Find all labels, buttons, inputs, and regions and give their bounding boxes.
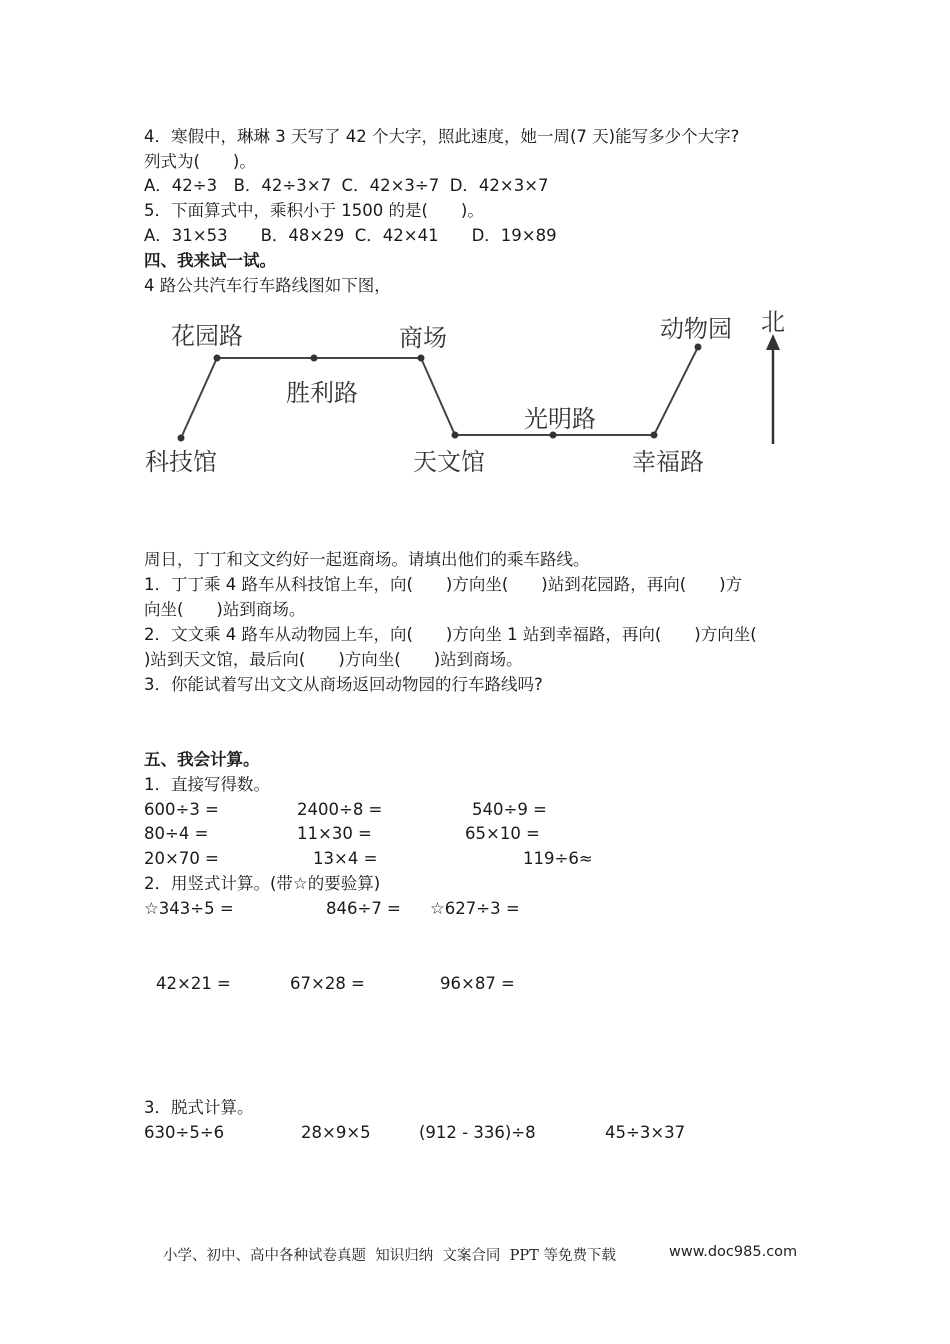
north-label: 北 — [761, 308, 785, 336]
direct-calc-item: 540÷9 = — [472, 800, 547, 819]
vertical-calc-item: ☆627÷3 = — [430, 899, 520, 918]
vertical-calc-item: 42×21 = — [156, 974, 231, 993]
direct-calc-item: 119÷6≈ — [523, 849, 593, 868]
direct-calc-title: 1．直接写得数。 — [144, 775, 270, 794]
stop-label-guangming: 光明路 — [524, 405, 596, 433]
footer-text: 小学、初中、高中各种试卷真题 知识归纳 文案合同 PPT 等免费下载 — [163, 1248, 616, 1264]
direct-calc-item: 80÷4 = — [144, 824, 209, 843]
section4-q2-line2: )站到天文馆，最后向( )方向坐( )站到商场。 — [144, 650, 523, 669]
direct-calc-item: 2400÷8 = — [297, 800, 383, 819]
q4-text-line1: 4．寒假中，琳琳 3 天写了 42 个大字，照此速度，她一周(7 天)能写多少个大字? — [144, 127, 740, 146]
stepwise-calc-item: 28×9×5 — [301, 1123, 371, 1142]
stop-dot-keji — [178, 435, 185, 442]
stepwise-calc-item: (912 - 336)÷8 — [419, 1123, 536, 1142]
direct-calc-item: 65×10 = — [465, 824, 540, 843]
stop-label-shangchang: 商场 — [399, 324, 447, 352]
stop-label-tianwen: 天文馆 — [413, 448, 485, 476]
vertical-calc-title: 2．用竖式计算。(带☆的要验算) — [144, 874, 381, 893]
section4-q3: 3．你能试着写出文文从商场返回动物园的行车路线吗? — [144, 675, 543, 694]
q5-text: 5．下面算式中，乘积小于 1500 的是( )。 — [144, 201, 484, 220]
stepwise-calc-item: 45÷3×37 — [605, 1123, 686, 1142]
section4-q1-line2: 向坐( )站到商场。 — [144, 600, 306, 619]
footer-url[interactable]: www.doc985.com — [669, 1244, 798, 1260]
stop-label-dongwuyuan: 动物园 — [660, 315, 732, 343]
stepwise-calc-title: 3．脱式计算。 — [144, 1098, 254, 1117]
stop-dot-dongwuyuan — [695, 344, 702, 351]
stop-dot-xingfu — [651, 432, 658, 439]
vertical-calc-item: 846÷7 = — [326, 899, 401, 918]
vertical-calc-item: ☆343÷5 = — [144, 899, 234, 918]
stop-label-shengli: 胜利路 — [286, 379, 358, 407]
section4-title: 四、我来试一试。 — [144, 251, 276, 270]
stop-label-keji: 科技馆 — [145, 448, 217, 476]
section5-title: 五、我会计算。 — [144, 750, 260, 769]
q4-text-line2: 列式为( )。 — [144, 152, 256, 171]
q5-options: A．31×53 B．48×29 C．42×41 D．19×89 — [144, 226, 557, 245]
stop-dot-shangchang — [418, 355, 425, 362]
stepwise-calc-item: 630÷5÷6 — [144, 1123, 225, 1142]
stop-dot-huayuan — [214, 355, 221, 362]
section4-questions-intro: 周日，丁丁和文文约好一起逛商场。请填出他们的乘车路线。 — [144, 550, 590, 569]
vertical-calc-item: 67×28 = — [290, 974, 365, 993]
stop-dot-tianwen — [452, 432, 459, 439]
stop-label-huayuan: 花园路 — [171, 322, 243, 350]
stop-dot-shengli — [311, 355, 318, 362]
direct-calc-item: 20×70 = — [144, 849, 219, 868]
vertical-calc-item: 96×87 = — [440, 974, 515, 993]
section4-q1-line1: 1．丁丁乘 4 路车从科技馆上车，向( )方向坐( )站到花园路，再向( )方 — [144, 575, 743, 594]
section4-intro: 4 路公共汽车行车路线图如下图， — [144, 276, 391, 295]
q4-options: A．42÷3 B．42÷3×7 C．42×3÷7 D．42×3×7 — [144, 176, 549, 195]
direct-calc-item: 11×30 = — [297, 824, 372, 843]
direct-calc-item: 13×4 = — [313, 849, 378, 868]
route-line — [181, 347, 698, 438]
direct-calc-item: 600÷3 = — [144, 800, 219, 819]
section4-q2-line1: 2．文文乘 4 路车从动物园上车，向( )方向坐 1 站到幸福路，再向( )方向坐( — [144, 625, 757, 644]
stop-label-xingfu: 幸福路 — [632, 448, 704, 476]
